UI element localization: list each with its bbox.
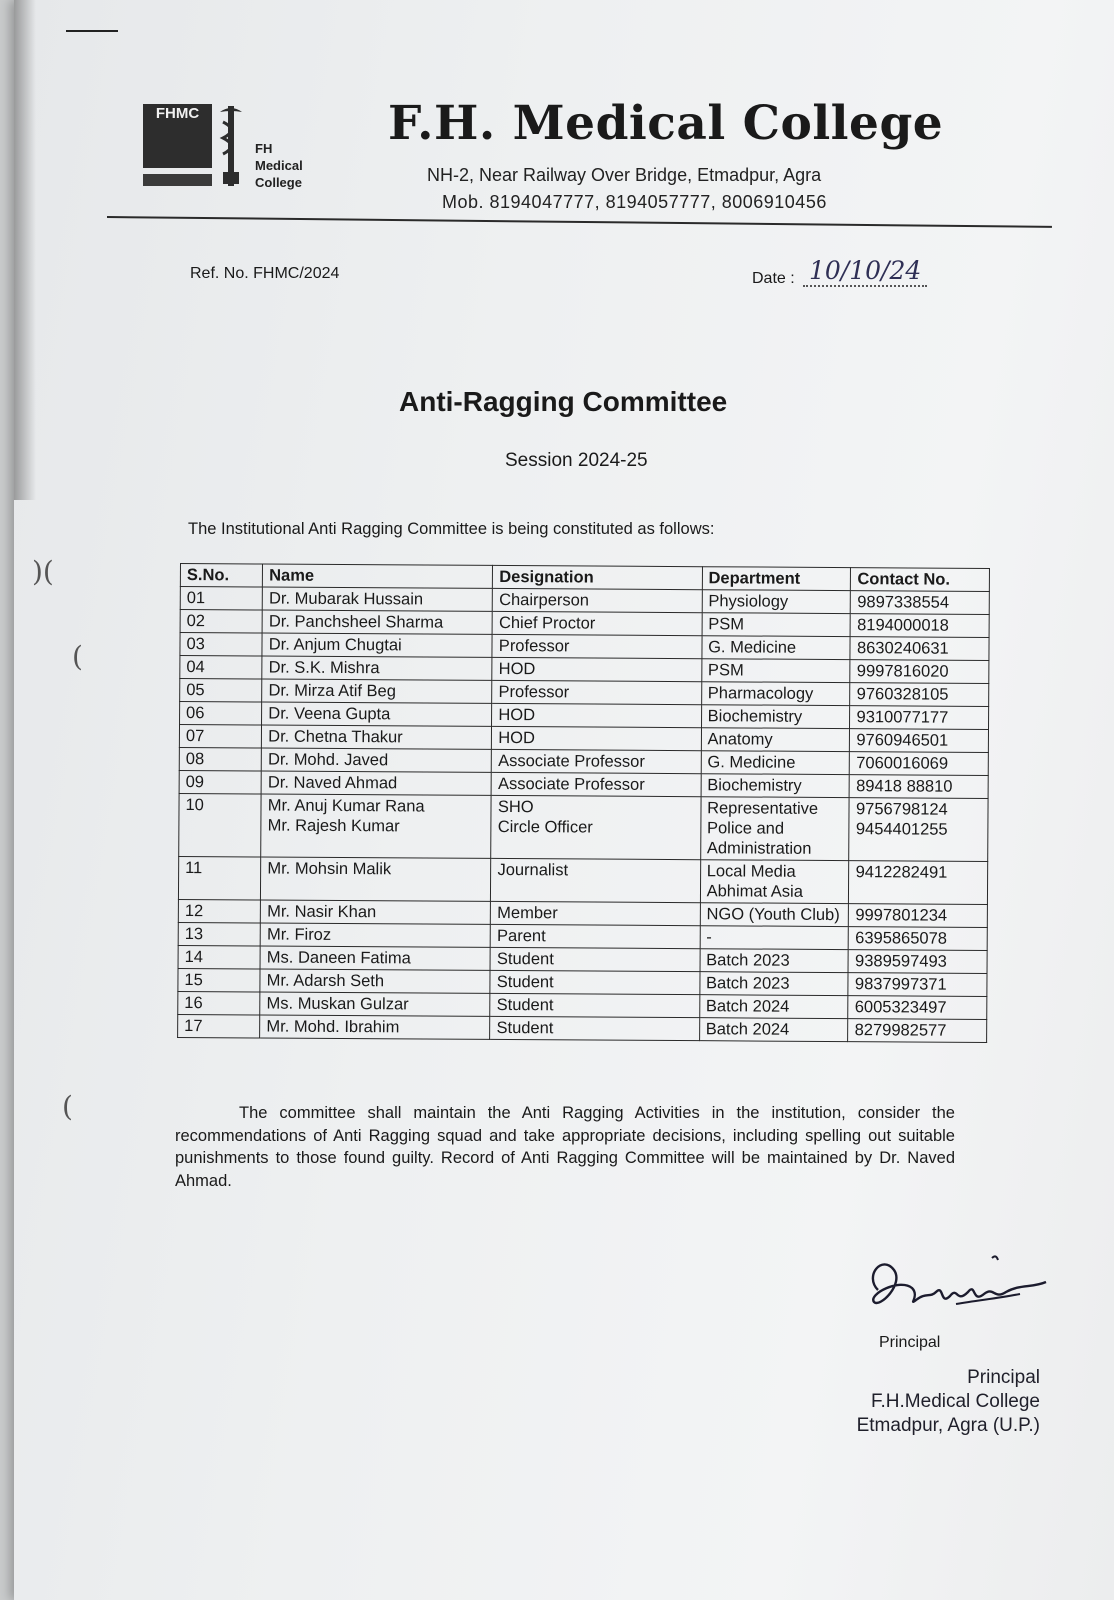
cell-name [261,857,491,901]
cell-text: 6395865078 [855,929,948,948]
cell-name [260,969,490,993]
cell-contact [850,637,989,661]
cell-text: Dr. Mubarak Hussain [268,589,424,609]
date-label: Date : [752,270,795,287]
cell-text-secondary: Circle Officer [497,817,593,837]
cell-name [261,748,491,772]
cell-name [262,679,492,703]
cell-sno [178,968,260,992]
cell-text: Professor [498,636,570,656]
cell-sno [179,725,261,749]
reference-number: Ref. No. FHMC/2024 [190,265,340,282]
cell-text: PSM [707,661,744,680]
cell-name [260,1015,490,1039]
cell-designation [491,772,700,796]
cell-name [262,633,492,657]
cell-text: Chairperson [499,590,590,610]
cell-contact [850,683,989,707]
cell-text: NGO (Youth Club) [706,905,840,925]
college-address: NH-2, Near Railway Over Bridge, Etmadpur, Agra [427,165,822,185]
cell-text: Biochemistry [707,776,802,795]
logo-line: FH [255,141,273,156]
handwritten-date: 10/10/24 [803,256,927,287]
cell-text: Mr. Mohd. Ibrahim [266,1017,400,1037]
cell-contact [851,591,990,615]
cell-text: Mr. Adarsh Seth [266,971,385,991]
cell-name [262,656,492,680]
cell-text: Chief Proctor [498,613,596,633]
cell-text: 9412282491 [855,863,948,882]
committee-table [177,563,990,1043]
cell-text: 9389597493 [855,952,947,971]
cell-text: Student [496,949,554,969]
cell-name [262,725,492,749]
logo-line: College [255,175,302,190]
cell-text: 8194000018 [857,616,949,635]
cell-designation [492,680,701,704]
cell-text: Parent [497,926,546,946]
logo-strip [143,174,212,186]
page-title: Anti-Ragging Committee [399,386,728,417]
cell-text: 9997816020 [856,662,949,681]
cell-text: 17 [184,1017,203,1036]
cell-department [700,860,849,904]
cell-department [702,636,851,660]
cell-sno [178,856,261,900]
cell-text: Mr. Firoz [266,925,332,944]
cell-text: 13 [184,925,204,944]
column-header-sno: S.No. [180,564,262,588]
cell-contact [848,1019,987,1043]
caduceus-icon [217,102,245,190]
cell-department [702,613,851,637]
column-header-contact: Contact No. [851,568,990,592]
cell-contact [850,729,989,753]
cell-contact [851,614,990,638]
top-dash-mark [66,30,118,32]
cell-designation [490,1016,699,1040]
page-edge-shadow [14,0,36,500]
cell-text: Associate Professor [498,751,645,771]
cell-text: PSM [708,615,745,634]
logo-badge [143,104,212,168]
cell-text: 12 [184,902,204,921]
cell-sno [180,702,262,726]
cell-text: G. Medicine [708,638,797,657]
cell-department [700,926,849,950]
cell-name [262,610,492,634]
cell-sno [179,747,261,771]
cell-name [260,992,490,1016]
cell-text: Associate Professor [497,774,645,794]
cell-text: Professor [498,682,570,702]
cell-text: Dr. Mohd. Javed [267,750,389,770]
cell-text: Physiology [708,592,789,611]
stamp-line: Principal [967,1367,1040,1388]
cell-text: HOD [498,705,536,725]
stamp-line: Etmadpur, Agra (U.P.) [856,1415,1040,1436]
column-header-department: Department [702,567,851,591]
cell-text: Mr. Nasir Khan [267,902,377,922]
cell-text: 03 [186,635,205,654]
cell-sno [180,656,262,680]
cell-designation [490,970,699,994]
cell-text: 7060016069 [856,754,949,773]
cell-contact [850,752,989,776]
cell-designation [491,924,700,948]
cell-text: Batch 2024 [705,1020,790,1039]
cell-text: 8279982577 [854,1021,947,1040]
committee-table-body [178,587,990,1043]
cell-designation [492,634,701,658]
cell-text: Dr. Chetna Thakur [268,727,403,747]
cell-contact [849,798,988,862]
logo-abbreviation: FHMC [155,105,200,122]
cell-text: 06 [186,704,205,723]
college-logo [143,102,323,198]
cell-text: 11 [185,859,203,878]
college-phone-numbers: Mob. 8194047777, 8194057777, 8006910456 [442,192,827,212]
table-row [178,856,987,904]
cell-name [260,923,490,947]
cell-text: 01 [186,589,206,608]
cell-text: 09 [185,773,205,792]
column-header-designation: Designation [493,565,702,589]
cell-sno [178,899,260,923]
cell-text: 08 [185,750,205,769]
cell-text: 04 [186,658,205,677]
cell-text: 14 [184,948,204,967]
cell-designation [492,703,701,727]
cell-department [701,705,850,729]
closing-paragraph: The committee shall maintain the Anti Ragging Activities in the institution, consider the recommendations of Anti Ragging squad and take appropriate decisions, including spelling out suitable punishments to those found guilty. Record of Anti Ragging Committee will be maintained by Dr. Naved Ahmad. [175,1104,955,1190]
cell-contact [850,775,989,799]
cell-sno [178,922,260,946]
cell-designation [491,795,701,859]
cell-text: Student [496,972,554,992]
cell-designation [492,749,701,773]
table-row [179,793,988,861]
cell-text: 8630240631 [856,639,949,658]
cell-text: Batch 2023 [706,951,790,970]
principal-signature [860,1248,1070,1328]
column-header-name: Name [263,564,493,588]
cell-department [701,682,850,706]
cell-text: 02 [186,612,206,631]
cell-department [699,995,848,1019]
cell-department [699,972,848,996]
cell-text: 9897338554 [857,593,950,612]
cell-department [701,774,850,798]
cell-sno [180,679,262,703]
cell-contact [849,861,988,905]
cell-text: Dr. Anjum Chugtai [268,635,402,655]
cell-text-secondary: 9454401255 [855,820,948,839]
signatory-label: Principal [879,1334,941,1351]
cell-text: Local Media Abhimat Asia [706,862,803,901]
cell-department [701,728,850,752]
cell-sno [180,587,262,611]
cell-name [262,587,492,611]
cell-text: 9760946501 [856,731,949,750]
cell-text: Dr. Veena Gupta [268,704,391,724]
cell-name [261,771,491,795]
cell-text: 9760328105 [856,685,949,704]
cell-text: Mr. Anuj Kumar Rana [267,796,425,816]
cell-text: Dr. S.K. Mishra [268,658,380,678]
cell-text: Mr. Mohsin Malik [267,859,392,879]
cell-text: Batch 2024 [705,997,790,1016]
cell-text: Journalist [497,860,569,880]
session-label: Session 2024-25 [505,450,648,471]
cell-department [701,659,850,683]
cell-text: Representative Police and Administration [706,799,819,858]
cell-text: 9310077177 [856,708,949,727]
cell-sno [178,991,260,1015]
cell-sno [179,793,262,857]
principal-stamp [800,1366,1040,1438]
cell-department [700,903,849,927]
cell-text: Anatomy [707,730,773,749]
cell-sno [180,633,262,657]
cell-text-secondary: Mr. Rajesh Kumar [267,816,400,836]
cell-text: Member [497,903,558,923]
cell-department [700,797,849,861]
margin-mark: ( [62,1090,73,1123]
cell-department [699,1018,848,1042]
cell-text: 9837997371 [854,975,947,994]
college-name: F.H. Medical College [388,96,944,151]
margin-mark: ( [72,640,83,673]
cell-text: Batch 2023 [705,974,790,993]
cell-contact [848,950,987,974]
cell-sno [179,770,261,794]
margin-mark: )( [32,555,54,588]
intro-text: The Institutional Anti Ragging Committee is being constituted as follows: [188,520,715,538]
cell-text: 89418 88810 [856,777,953,796]
cell-contact [850,706,989,730]
cell-text: 9756798124 [855,800,948,819]
cell-text: SHO [497,797,534,817]
table-row [178,1014,987,1042]
cell-designation [492,726,701,750]
cell-text: HOD [498,728,536,748]
cell-designation [490,947,699,971]
cell-contact [849,904,988,928]
cell-text: Dr. Naved Ahmad [267,773,398,793]
cell-name [262,702,492,726]
cell-name [261,794,491,858]
cell-contact [849,927,988,951]
cell-contact [848,973,987,997]
cell-contact [848,996,987,1020]
cell-text: 07 [185,727,205,746]
cell-text: Student [496,1018,554,1038]
cell-designation [492,611,701,635]
cell-name [261,900,491,924]
cell-text: Dr. Panchsheel Sharma [268,612,444,632]
cell-text: 6005323497 [854,998,947,1017]
cell-department [700,949,849,973]
cell-designation [490,993,699,1017]
cell-text: Biochemistry [707,707,803,726]
cell-text: 9997801234 [855,906,948,925]
cell-contact [850,660,989,684]
cell-sno [180,610,262,634]
cell-text: 05 [186,681,205,700]
cell-department [701,751,850,775]
cell-text: Student [496,995,554,1015]
cell-designation [492,657,701,681]
cell-name [260,946,490,970]
cell-text: Dr. Mirza Atif Beg [268,681,396,701]
cell-text: Ms. Daneen Fatima [266,948,411,968]
cell-text: G. Medicine [707,753,796,772]
cell-text: 10 [185,796,204,815]
cell-designation [491,901,700,925]
cell-text: HOD [498,659,536,679]
cell-text: 16 [184,994,203,1013]
logo-wordmark [255,140,303,191]
cell-text: 15 [184,971,203,990]
logo-line: Medical [255,158,303,173]
cell-text: Pharmacology [707,684,814,703]
cell-text: - [706,928,712,947]
cell-sno [178,945,260,969]
cell-department [702,590,851,614]
cell-designation [491,858,701,902]
cell-text: Ms. Muskan Gulzar [266,994,409,1014]
cell-sno [178,1014,260,1038]
stamp-line: F.H.Medical College [871,1391,1040,1412]
cell-designation [493,588,702,612]
